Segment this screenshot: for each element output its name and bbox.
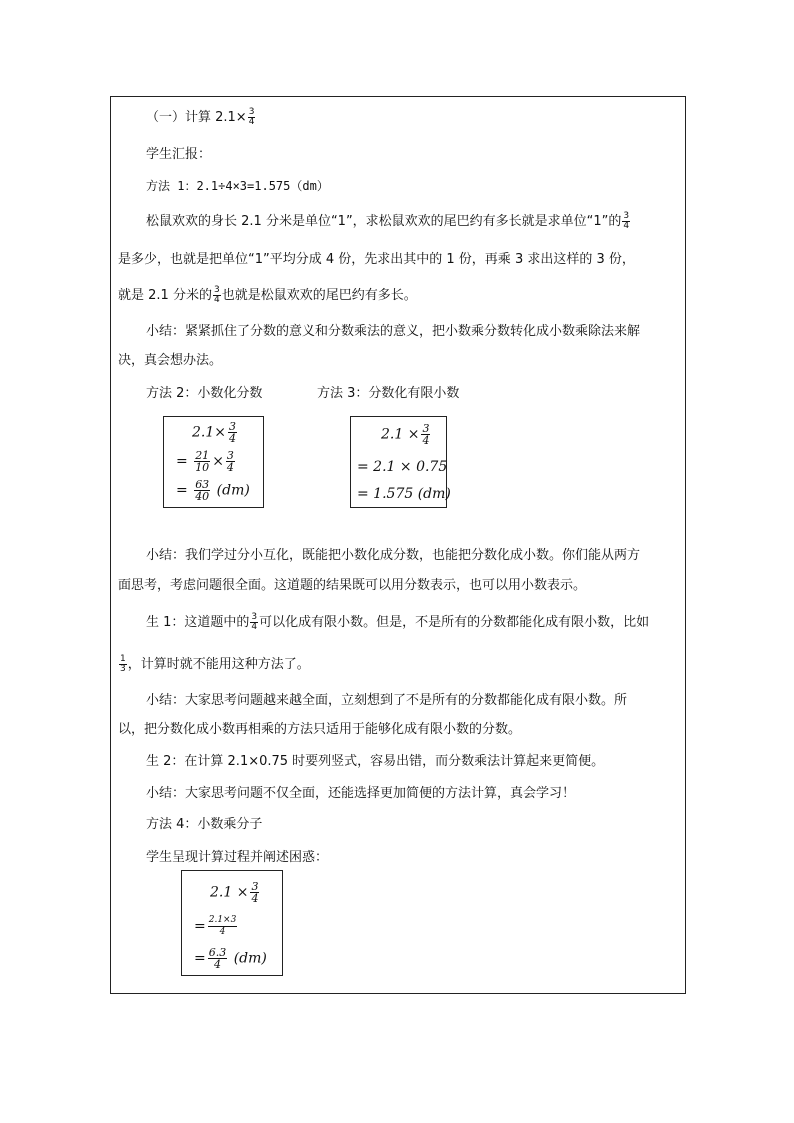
student1-pre: 生 1：这道题中的 (146, 615, 250, 630)
fraction (194, 450, 210, 473)
handwritten-box-method4 (181, 870, 283, 976)
fraction (622, 212, 630, 231)
student1-line2 (118, 655, 310, 674)
frac-den: 4 (213, 958, 221, 971)
report-label: 学生汇报： (146, 147, 212, 162)
frac-num: 3 (251, 612, 258, 622)
fraction (250, 881, 259, 904)
summary2-line1: 小结：我们学过分小互化，既能把小数化成分数，也能把分数化成小数。你们能从两方 (146, 548, 641, 563)
frac-den: 10 (195, 461, 210, 474)
box3-row1 (381, 423, 432, 446)
student1-line2-text: ，计算时就不能用这种方法了。 (127, 657, 310, 672)
box4-r3-unit: (dm) (233, 950, 267, 967)
para1-line2: 是多少，也就是把单位“1”平均分成 4 份，先求出其中的 1 份，再乘 3 求出这样的 3 份， (118, 252, 635, 267)
student2-line: 生 2：在计算 2.1×0.75 时要列竖式，容易出错，而分数乘法计算起来更简便。 (146, 754, 605, 769)
section-title (146, 108, 256, 127)
box2-row2 (176, 450, 237, 473)
handwritten-box-method2 (163, 416, 264, 508)
frac-num: 21 (195, 449, 210, 462)
frac-num: 1 (120, 654, 126, 664)
frac-num: 3 (422, 422, 430, 435)
para1-line3-post: 也就是松鼠欢欢的尾巴约有多长。 (221, 288, 417, 303)
frac-den: 4 (229, 432, 236, 445)
present-label: 学生呈现计算过程并阐述困惑： (146, 850, 329, 865)
fraction (208, 947, 228, 970)
box4-r3-eq: = (194, 950, 206, 967)
frac-den: 4 (219, 927, 226, 937)
fraction (208, 915, 238, 938)
method4-label: 方法 4：小数乘分子 (146, 817, 263, 832)
summary1-line2: 决，真会想办法。 (118, 353, 223, 368)
box4-row3 (194, 947, 267, 970)
summary3-line1: 小结：大家思考问题越来越全面，立刻想到了不是所有的分数都能化成有限小数。所 (146, 693, 628, 708)
para1-line3 (118, 286, 417, 305)
box3-row3: = 1.575 (dm) (357, 486, 451, 502)
handwritten-box-method3 (350, 416, 451, 508)
fraction (228, 421, 237, 444)
box2-r3-eq: = (176, 482, 188, 499)
summary1-line1: 小结：紧紧抓住了分数的意义和分数乘法的意义，把小数乘分数转化成小数乘除法来解 (146, 324, 641, 339)
method3-label: 方法 3：分数化有限小数 (317, 386, 460, 401)
box3-row2: = 2.1 × 0.75 (357, 459, 448, 475)
summary3-line2: 以，把分数化成小数再相乘的方法只适用于能够化成有限小数的分数。 (118, 722, 522, 737)
frac-den: 4 (623, 221, 630, 231)
fraction (248, 108, 256, 127)
frac-den: 4 (251, 892, 259, 905)
summary4-line: 小结：大家思考问题不仅全面，还能选择更加简便的方法计算，真会学习！ (146, 786, 576, 801)
box2-r2-eq: = (176, 453, 188, 470)
box2-r3-unit: (dm) (216, 482, 250, 499)
frac-num: 3 (251, 880, 259, 893)
method1-line: 方法 1：2.1÷4×3=1.575（dm） (146, 179, 329, 193)
fraction (226, 450, 235, 473)
section-title-text: （一）计算 2.1× (146, 110, 247, 125)
para1-line1 (146, 212, 631, 231)
frac-num: 2.1×3 (208, 915, 237, 925)
fraction (194, 479, 210, 502)
box4-row2 (194, 915, 239, 938)
frac-den: 3 (120, 664, 126, 674)
frac-num: 63 (195, 478, 210, 491)
box2-row1 (192, 421, 239, 444)
para1-line1-text: 松鼠欢欢的身长 2.1 分米是单位“1”，求松鼠欢欢的尾巴约有多长就是求单位“1”的 (146, 214, 622, 229)
frac-num: 3 (229, 420, 236, 433)
frac-den: 4 (251, 622, 258, 632)
fraction (213, 286, 221, 305)
frac-num: 3 (226, 449, 234, 462)
frac-den: 4 (422, 434, 430, 447)
box4-r2-eq: = (194, 918, 206, 935)
box2-row3 (176, 479, 250, 502)
frac-den: 4 (213, 295, 220, 305)
frac-num: 3 (623, 211, 630, 221)
frac-num: 3 (213, 285, 220, 295)
para1-line3-pre: 就是 2.1 分米的 (118, 288, 212, 303)
method2-label: 方法 2：小数化分数 (146, 386, 263, 401)
fraction (250, 613, 258, 632)
fraction (421, 423, 430, 446)
fraction (119, 655, 127, 674)
frac-den: 4 (226, 461, 234, 474)
student1-post: 可以化成有限小数。但是，不是所有的分数都能化成有限小数，比如 (259, 615, 650, 630)
frac-den: 40 (195, 490, 210, 503)
box3-r1-left: 2.1 × (381, 426, 420, 443)
box2-r1-left: 2.1× (192, 424, 226, 441)
box2-r2-times: × (212, 453, 224, 470)
frac-den: 4 (248, 117, 255, 127)
frac-num: 3 (248, 107, 255, 117)
box4-row1 (210, 881, 261, 904)
student1-line1 (146, 613, 649, 632)
box4-r1-left: 2.1 × (210, 884, 249, 901)
frac-num: 6.3 (208, 946, 227, 959)
summary2-line2: 面思考，考虑问题很全面。这道题的结果既可以用分数表示，也可以用小数表示。 (118, 578, 587, 593)
